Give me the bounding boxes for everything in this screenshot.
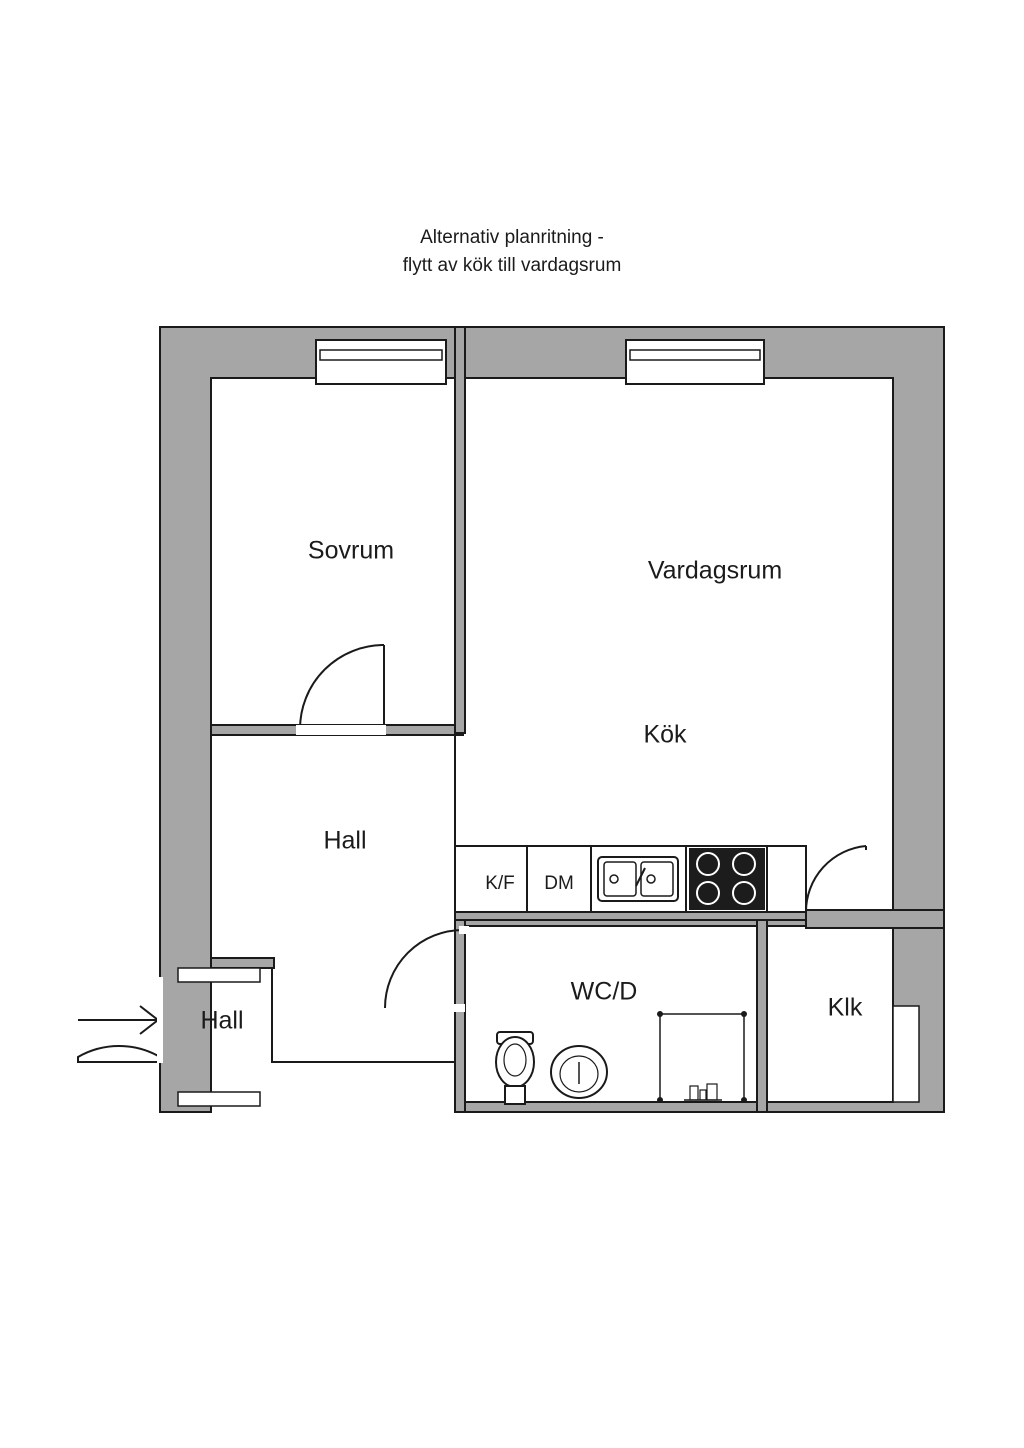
wall-sovrum-vardagsrum <box>455 327 465 733</box>
title-line-1: Alternativ planritning - <box>420 227 604 248</box>
drawing-title <box>0 224 1024 280</box>
hall-threshold-top <box>178 968 260 982</box>
hall-threshold-bottom <box>178 1092 260 1106</box>
sink-icon <box>551 1046 607 1098</box>
klk-shelf <box>893 1006 919 1102</box>
room-label-klk: Klk <box>827 993 863 1022</box>
vardagsrum-floor <box>455 378 893 914</box>
wall-hall-notch <box>211 958 274 968</box>
wall-hall-wcd <box>455 918 465 1112</box>
wall-wcd-klk <box>757 918 767 1112</box>
room-label-hall-entry: Hall <box>200 1006 244 1035</box>
appliance-label-fridge-freezer: K/F <box>485 873 515 894</box>
appliance-label-dishwasher: DM <box>544 873 574 894</box>
double-sink-icon <box>598 857 678 901</box>
room-label-sovrum: Sovrum <box>307 536 395 565</box>
entry-door-opening <box>157 977 163 1063</box>
cooktop-icon <box>689 848 765 910</box>
window-sovrum <box>316 340 446 384</box>
window-vardagsrum <box>626 340 764 384</box>
room-label-wcd: WC/D <box>570 977 638 1006</box>
wall-klk-top <box>806 910 944 928</box>
room-label-kok: Kök <box>643 720 687 749</box>
title-line-2: flytt av kök till vardagsrum <box>402 255 622 276</box>
room-label-vardagsrum: Vardagsrum <box>647 556 783 585</box>
room-label-hall: Hall <box>323 826 367 855</box>
entry-door <box>78 977 160 1062</box>
hall-floor <box>211 733 455 1062</box>
